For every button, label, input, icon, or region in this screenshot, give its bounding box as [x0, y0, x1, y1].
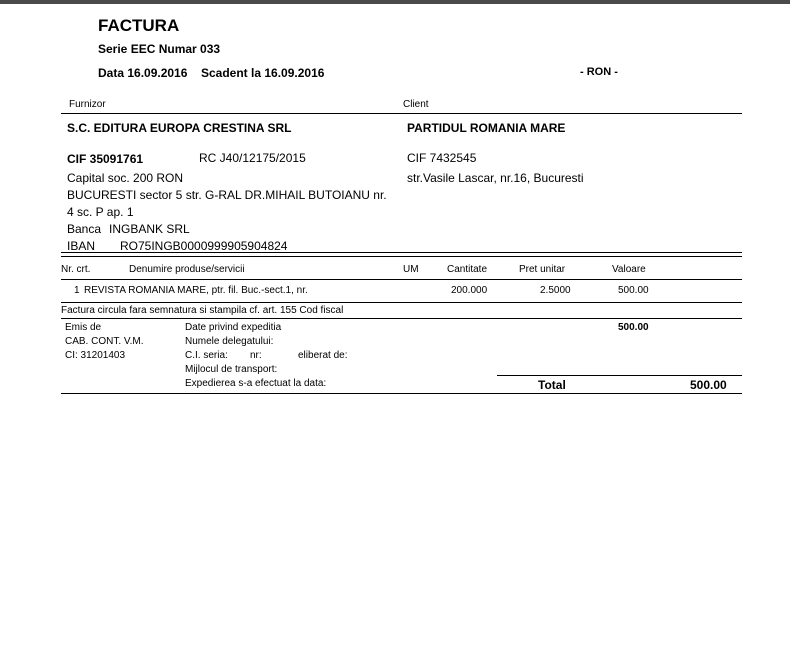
ci-nr-label: nr:	[250, 350, 262, 361]
total-label: Total	[538, 378, 566, 392]
items-bottom-rule	[61, 302, 742, 303]
transport-label: Mijlocul de transport:	[185, 364, 278, 375]
supplier-rc: RC J40/12175/2015	[199, 151, 306, 165]
items-top-rule-2	[61, 256, 742, 257]
invoice-currency: - RON -	[580, 66, 618, 78]
supplier-capital: Capital soc. 200 RON	[67, 171, 184, 185]
supplier-bank-label: Banca	[67, 222, 102, 236]
invoice-series: Serie EEC Numar 033	[98, 42, 221, 56]
legal-note: Factura circula fara semnatura si stampila cf. art. 155 Cod fiscal	[61, 305, 344, 316]
row-value: 500.00	[618, 285, 649, 296]
total-value: 500.00	[690, 378, 727, 392]
ci-series-label: C.I. seria:	[185, 350, 228, 361]
supplier-address-line2: 4 sc. P ap. 1	[67, 205, 134, 219]
delivery-title: Date privind expeditia	[185, 322, 282, 333]
row-name: REVISTA ROMANIA MARE, ptr. fil. Buc.-sect.1, nr.	[84, 285, 308, 296]
invoice-due-date: Scadent la 16.09.2016	[201, 66, 325, 80]
col-nr-header: Nr. crt.	[61, 264, 91, 275]
supplier-heading: Furnizor	[69, 99, 106, 110]
delegate-label: Numele delegatului:	[185, 336, 274, 347]
col-price-header: Pret unitar	[519, 264, 566, 275]
row-qty: 200.000	[451, 285, 488, 296]
invoice-date: Data 16.09.2016	[98, 66, 188, 80]
client-cif: CIF 7432545	[407, 151, 477, 165]
col-value-header: Valoare	[612, 264, 646, 275]
supplier-iban-label: IBAN	[67, 239, 96, 253]
client-address: str.Vasile Lascar, nr.16, Bucuresti	[407, 171, 584, 185]
client-name: PARTIDUL ROMANIA MARE	[407, 121, 566, 135]
items-header-rule	[61, 279, 742, 280]
invoice-title: FACTURA	[98, 16, 180, 35]
issuer-name: CAB. CONT. V.M.	[65, 336, 144, 347]
col-name-header: Denumire produse/servicii	[129, 264, 245, 275]
ci-issued-label: eliberat de:	[298, 350, 348, 361]
col-um-header: UM	[403, 264, 419, 275]
window-top-bar	[0, 0, 790, 4]
footer-bottom-rule	[61, 393, 742, 394]
client-heading: Client	[403, 99, 429, 110]
shipped-date-label: Expedierea s-a efectuat la data:	[185, 378, 327, 389]
supplier-name: S.C. EDITURA EUROPA CRESTINA SRL	[67, 121, 292, 135]
issuer-ci: CI: 31201403	[65, 350, 126, 361]
supplier-address-line1: BUCURESTI sector 5 str. G-RAL DR.MIHAIL BUTOIANU nr.	[67, 188, 387, 202]
supplier-bank: INGBANK SRL	[109, 222, 190, 236]
col-qty-header: Cantitate	[447, 264, 488, 275]
row-price: 2.5000	[540, 285, 571, 296]
issued-by-label: Emis de	[65, 322, 102, 333]
supplier-cif: CIF 35091761	[67, 152, 144, 166]
row-nr: 1	[74, 285, 80, 296]
subtotal-value: 500.00	[618, 322, 649, 333]
items-top-rule-1	[61, 252, 742, 253]
party-divider	[61, 113, 742, 114]
total-rule	[497, 375, 742, 376]
supplier-iban: RO75INGB0000999905904824	[120, 239, 288, 253]
footer-top-rule	[61, 318, 742, 319]
